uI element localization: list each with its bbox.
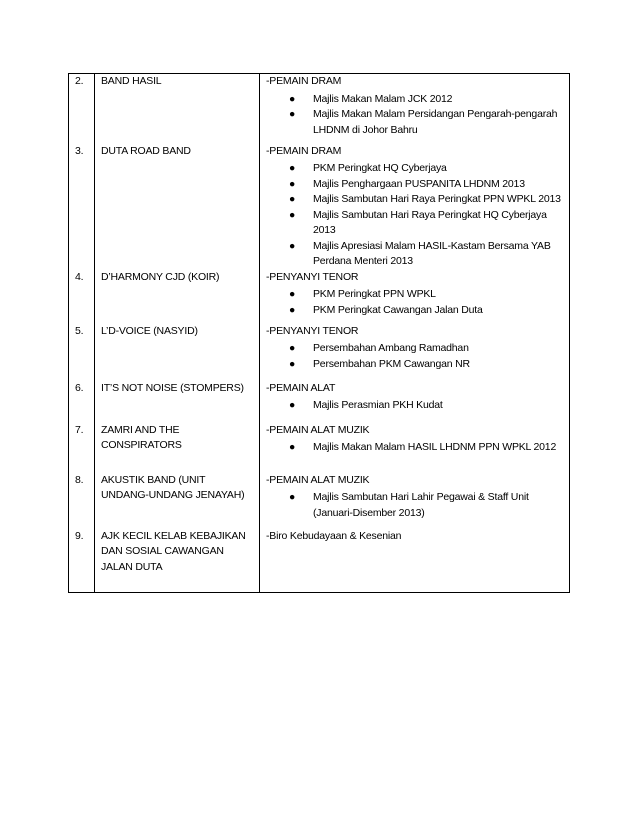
list-item: ● Majlis Sambutan Hari Raya Peringkat PPN WPKL 2013 [313,192,569,208]
list-item: ● Majlis Penghargaan PUSPANITA LHDNM 2013 [313,177,569,193]
bullet-icon: ● [289,177,296,190]
role-label: -PEMAIN ALAT MUZIK [266,473,370,486]
row-number: 8. [69,473,95,529]
event-list [266,490,569,521]
table-row [69,144,570,270]
role-cell [260,144,570,270]
bullet-icon: ● [289,441,296,453]
role-label: -PEMAIN DRAM [266,144,342,157]
bullet-icon: ● [289,208,296,221]
role-cell [260,529,570,593]
list-item: ● Persembahan Ambang Ramadhan [313,341,569,357]
bullet-icon: ● [289,342,296,354]
activity-table [68,73,570,593]
row-number: 4. [69,270,95,324]
bullet-icon: ● [289,193,296,205]
group-name: AJK KECIL KELAB KEBAJIKAN DAN SOSIAL CAWANGAN JALAN DUTA [95,529,260,593]
group-name: BAND HASIL [95,74,260,144]
event-list [266,341,569,372]
bullet-icon: ● [289,399,296,411]
event-list [266,398,569,414]
list-item: ● Majlis Makan Malam HASIL LHDNM PPN WPKL 2012 [313,440,569,456]
bullet-icon: ● [289,357,296,370]
role-cell [260,381,570,423]
role-cell [260,423,570,473]
role-cell [260,270,570,324]
row-number: 5. [69,324,95,381]
row-number: 6. [69,381,95,423]
row-number: 3. [69,144,95,270]
table-row [69,270,570,324]
bullet-icon: ● [289,288,296,300]
role-label: -PEMAIN ALAT [266,381,336,394]
bullet-icon: ● [289,108,296,120]
group-name: AKUSTIK BAND (UNIT UNDANG-UNDANG JENAYAH) [95,473,260,529]
group-name: IT’S NOT NOISE (STOMPERS) [95,381,260,423]
role-cell [260,74,570,144]
table-row [69,324,570,381]
row-number: 9. [69,529,95,593]
role-label: -Biro Kebudayaan & Kesenian [266,529,402,542]
list-item: ● PKM Peringkat Cawangan Jalan Duta [313,303,569,319]
table-row [69,423,570,473]
bullet-icon: ● [289,162,296,174]
bullet-icon: ● [289,491,296,503]
bullet-icon: ● [289,303,296,316]
list-item: ● Majlis Sambutan Hari Lahir Pegawai & Staff Unit (Januari-Disember 2013) [289,491,529,519]
group-name: ZAMRI AND THE CONSPIRATORS [95,423,260,473]
list-item: ● Majlis Makan Malam Persidangan Pengarah-pengarah LHDNM di Johor Bahru [289,108,558,136]
role-cell [260,324,570,381]
group-name: DUTA ROAD BAND [95,144,260,270]
list-item: ● Majlis Sambutan Hari Raya Peringkat HQ Cyberjaya 2013 [289,208,547,236]
bullet-icon: ● [289,92,296,105]
row-number: 7. [69,423,95,473]
list-item: ● Majlis Makan Malam JCK 2012 [313,92,569,108]
list-item: ● PKM Peringkat PPN WPKL [313,287,569,303]
event-list [266,92,569,139]
event-list [266,287,569,318]
list-item: ● Majlis Perasmian PKH Kudat [313,398,569,414]
list-item: ● Persembahan PKM Cawangan NR [313,357,569,373]
bullet-icon: ● [289,239,296,252]
table-row [69,529,570,593]
group-name: L’D-VOICE (NASYID) [95,324,260,381]
list-item: ● Majlis Apresiasi Malam HASIL-Kastam Bersama YAB Perdana Menteri 2013 [289,239,551,267]
role-label: -PENYANYI TENOR [266,324,359,337]
role-label: -PEMAIN DRAM [266,75,342,87]
list-item: ● PKM Peringkat HQ Cyberjaya [313,161,569,177]
row-number: 2. [69,74,95,144]
table-row [69,381,570,423]
table-row [69,473,570,529]
role-label: -PENYANYI TENOR [266,270,359,283]
role-cell [260,473,570,529]
group-name: D’HARMONY CJD (KOIR) [95,270,260,324]
role-label: -PEMAIN ALAT MUZIK [266,423,370,436]
table-row [69,74,570,144]
event-list [266,161,569,270]
event-list [266,440,569,456]
